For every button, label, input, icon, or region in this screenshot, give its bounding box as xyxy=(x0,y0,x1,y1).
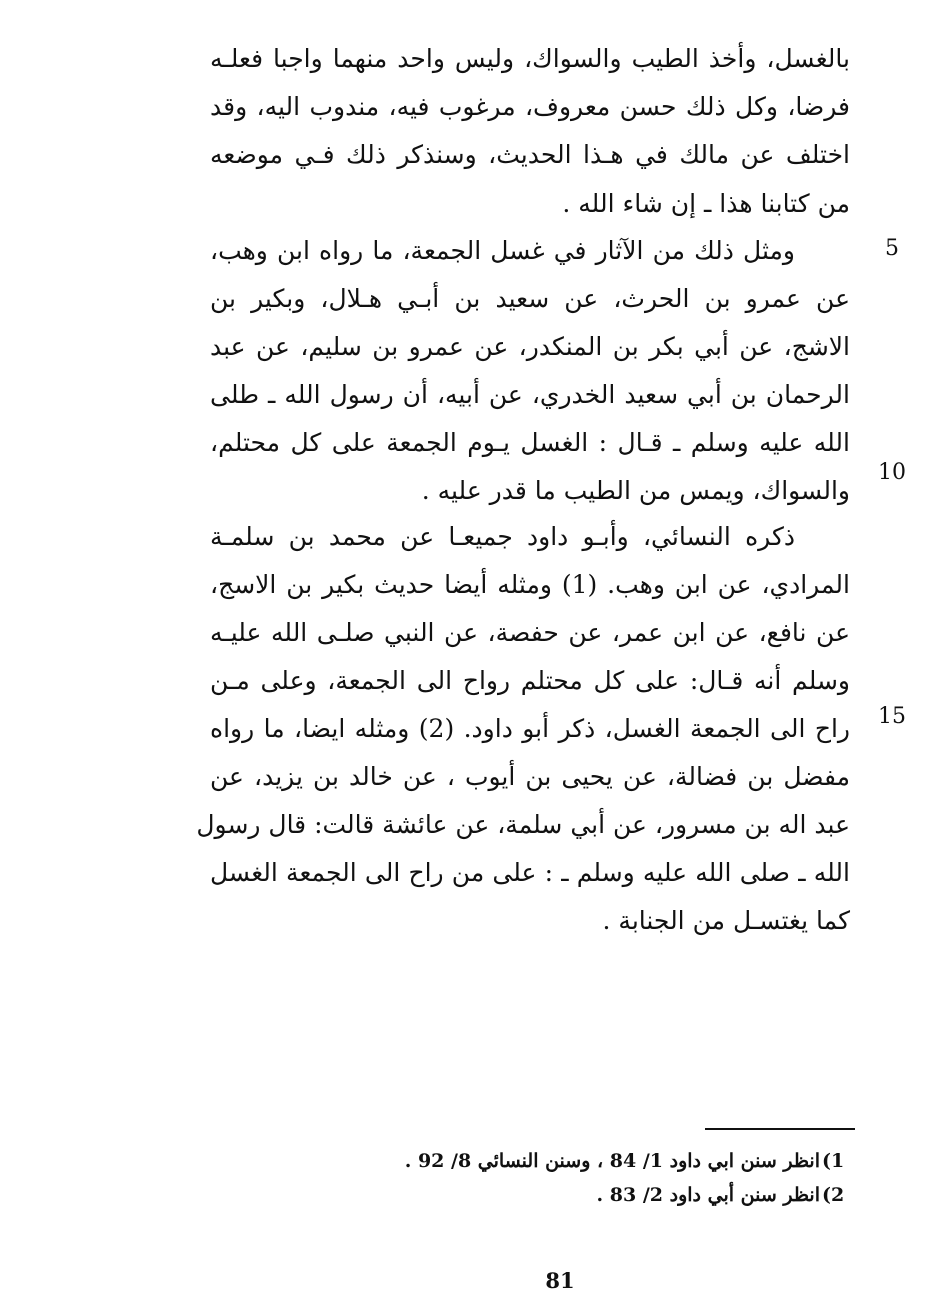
text-line: المرادي، عن ابن وهب. (1) ومثله أيضا حديث بكير بن الاسج، xyxy=(210,570,850,599)
footnote-1: انظر سنن ابي داود 1/ 84 ، وسنن النسائي 8/ 92 . xyxy=(404,1150,820,1172)
text-line: الاشج، عن أبي بكر بن المنكدر، عن عمرو بن سليم، عن عبد xyxy=(210,332,850,361)
footnote-2: انظر سنن أبي داود 2/ 83 . xyxy=(596,1184,820,1206)
line-number-5: 5 xyxy=(885,236,899,261)
text-line: عبد اله بن مسرور، عن أبي سلمة، عن عائشة قالت: قال رسول xyxy=(196,810,850,839)
text-line: اختلف عن مالك في هـذا الحديث، وسنذكر ذلك فـي موضعه xyxy=(210,140,850,169)
text-line: كما يغتسـل من الجنابة . xyxy=(602,906,850,935)
text-line: والسواك، ويمس من الطيب ما قدر عليه . xyxy=(421,476,850,505)
text-line: الله عليه وسلم ـ قـال : الغسل يـوم الجمعة على كل محتلم، xyxy=(210,428,850,457)
text-line: الله ـ صلى الله عليه وسلم ـ : على من راح الى الجمعة الغسل xyxy=(210,858,850,887)
text-line: فرضا، وكل ذلك حسن معروف، مرغوب فيه، مندوب اليه، وقد xyxy=(210,92,850,121)
footnote-marker-1: (1 xyxy=(822,1150,845,1172)
text-line: ذكره النسائي، وأبـو داود جميعـا عن محمد بن سلمـة xyxy=(210,522,795,551)
text-line: راح الى الجمعة الغسل، ذكر أبو داود. (2) ومثله ايضا، ما رواه xyxy=(210,714,850,743)
text-line: من كتابنا هذا ـ إن شاء الله . xyxy=(562,189,850,218)
text-line: الرحمان بن أبي سعيد الخدري، عن أبيه، أن رسول الله ـ طلى xyxy=(210,380,850,409)
text-line: وسلم أنه قـال: على كل محتلم رواح الى الجمعة، وعلى مـن xyxy=(210,666,850,695)
text-line: ومثل ذلك من الآثار في غسل الجمعة، ما رواه ابن وهب، xyxy=(210,236,795,265)
page-number: 81 xyxy=(545,1268,575,1293)
line-number-10: 10 xyxy=(878,460,906,485)
text-line: مفضل بن فضالة، عن يحيى بن أيوب ، عن خالد بن يزيد، عن xyxy=(210,762,850,791)
text-line: عن نافع، عن ابن عمر، عن حفصة، عن النبي صلـى الله عليـه xyxy=(210,618,850,647)
footnote-separator xyxy=(705,1128,855,1130)
text-line: بالغسل، وأخذ الطيب والسواك، وليس واحد منهما واجبا فعلـه xyxy=(210,44,850,73)
text-line: عن عمرو بن الحرث، عن سعيد بن أبـي هـلال، وبكير بن xyxy=(210,284,850,313)
line-number-15: 15 xyxy=(878,704,906,729)
footnote-marker-2: (2 xyxy=(822,1184,845,1206)
